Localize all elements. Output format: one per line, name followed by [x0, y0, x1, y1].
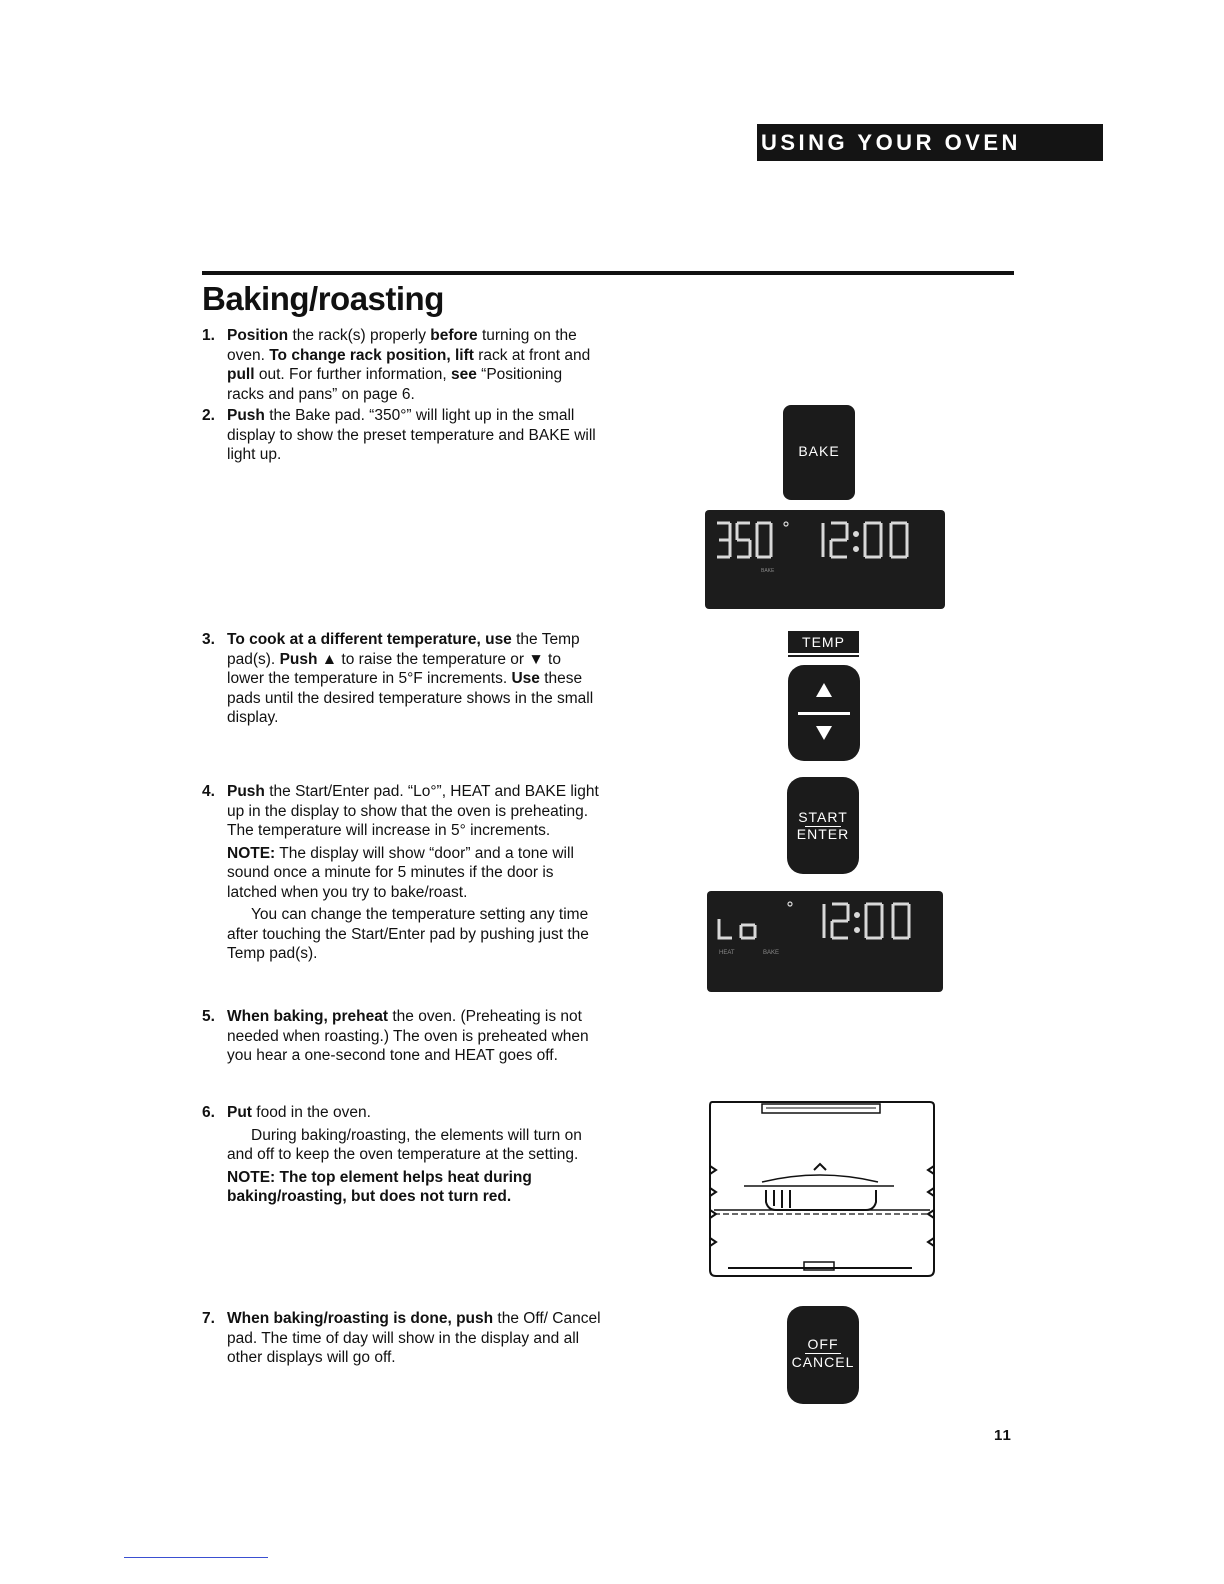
step-paragraph [227, 1103, 602, 1123]
temp-pad[interactable] [788, 665, 860, 761]
cancel-label: CANCEL [791, 1354, 855, 1370]
step-paragraph [227, 1309, 602, 1368]
bold-text: before [430, 327, 478, 344]
body-text: food in the oven. [251, 1104, 371, 1121]
bold-text: Use [511, 670, 540, 687]
temp-label-rule [788, 655, 859, 657]
svg-text:BAKE: BAKE [761, 568, 775, 574]
step-number: 1. [202, 327, 215, 344]
off-cancel-pad[interactable] [787, 1306, 859, 1404]
bold-text: pull [227, 366, 255, 383]
step-number: 3. [202, 631, 215, 648]
bold-text: When baking/roasting is done, push [227, 1310, 494, 1327]
footer-line [124, 1557, 268, 1558]
body-text: the oven. (Preheating is not needed when roasting.) The oven is preheated when you hear a one-second tone and HEAT goes off. [227, 1008, 589, 1064]
body-text: the Bake pad. “350°” will light up in the small display to show the preset temperature and BAKE will light up. [227, 407, 596, 463]
oven-display-preheat [707, 891, 943, 992]
step-paragraph [227, 844, 602, 903]
step-paragraph [227, 326, 602, 404]
step-paragraph [227, 1007, 602, 1066]
display-digits-lo-1200 [707, 891, 943, 992]
bold-text: To change rack position, lift [269, 346, 474, 364]
body-text: “Positioning racks and pans” on page 6. [227, 366, 563, 403]
step-number: 4. [202, 783, 215, 800]
step-number: 5. [202, 1008, 215, 1025]
step-4 [202, 782, 602, 964]
temp-pad-divider [798, 712, 850, 715]
bold-text: NOTE: The top element helps heat during baking/roasting, but does not turn red. [227, 1168, 532, 1205]
body-text: turning on the oven. [227, 327, 577, 364]
step-number: 2. [202, 407, 215, 424]
title-rule [202, 271, 1014, 275]
step-6 [202, 1103, 602, 1207]
body-text: rack at front and [473, 346, 591, 364]
page-title: Baking/roasting [202, 280, 444, 317]
start-enter-pad[interactable] [787, 777, 859, 874]
temp-label: TEMP [788, 631, 859, 653]
body-text: the Temp pad(s). [227, 631, 580, 668]
bold-text: Position [227, 327, 289, 344]
body-text: the rack(s) properly [288, 327, 431, 344]
step-3 [202, 630, 602, 728]
bold-text: Push [227, 783, 265, 800]
step-paragraph [227, 905, 602, 964]
step-number: 7. [202, 1310, 215, 1327]
section-banner [757, 124, 1103, 161]
step-paragraph [227, 1126, 602, 1165]
bold-text: When baking, preheat [227, 1008, 389, 1025]
bold-text: see [450, 366, 477, 383]
body-text: You can change the temperature setting any time after touching the Start/Enter pad by pushing just the Temp pad(s). [227, 906, 589, 962]
svg-text:BAKE: BAKE [763, 950, 780, 956]
oven-cavity-illustration [704, 1098, 936, 1280]
body-text: ▲ to raise the temperature or ▼ to lower the temperature in 5°F increments. [227, 650, 561, 687]
arrow-down-icon[interactable] [816, 726, 832, 740]
step-number: 6. [202, 1104, 215, 1121]
body-text: the Off/ Cancel pad. The time of day will show in the display and all other displays will go off. [227, 1310, 601, 1366]
svg-text:HEAT: HEAT [719, 950, 735, 956]
step-paragraph [227, 630, 602, 728]
bold-text: Put [227, 1104, 252, 1121]
body-text: out. For further information, [254, 366, 451, 383]
display-digits-350-1200 [705, 510, 945, 609]
start-label: START [798, 809, 848, 825]
bake-pad[interactable] [783, 405, 855, 500]
arrow-up-icon[interactable] [816, 683, 832, 697]
step-paragraph [227, 1168, 602, 1207]
body-text: During baking/roasting, the elements will turn on and off to keep the oven temperature at the setting. [227, 1126, 582, 1163]
oven-display-preset [705, 510, 945, 609]
section-title: USING YOUR OVEN [761, 130, 1021, 155]
step-7 [202, 1309, 602, 1368]
step-1 [202, 326, 602, 404]
step-paragraph [227, 782, 602, 841]
step-paragraph [227, 406, 602, 465]
body-text: The display will show “door” and a tone will sound once a minute for 5 minutes if the door is latched when you try to bake/roast. [227, 844, 574, 901]
step-2 [202, 406, 602, 465]
bold-text: To cook at a different temperature, use [227, 631, 512, 648]
bold-text: NOTE: [227, 844, 276, 862]
off-label: OFF [807, 1336, 839, 1352]
bold-text: Push [279, 650, 318, 668]
bold-text: Push [227, 407, 265, 424]
enter-label: ENTER [796, 826, 850, 842]
body-text: these pads until the desired temperature shows in the small display. [227, 670, 594, 726]
step-5 [202, 1007, 602, 1066]
page-number: 11 [994, 1427, 1012, 1444]
body-text: the Start/Enter pad. “Lo°”, HEAT and BAKE light up in the display to show that the oven is preheating. The temperature will increase in 5° increments. [227, 783, 599, 839]
bake-pad-label: BAKE [798, 443, 840, 459]
